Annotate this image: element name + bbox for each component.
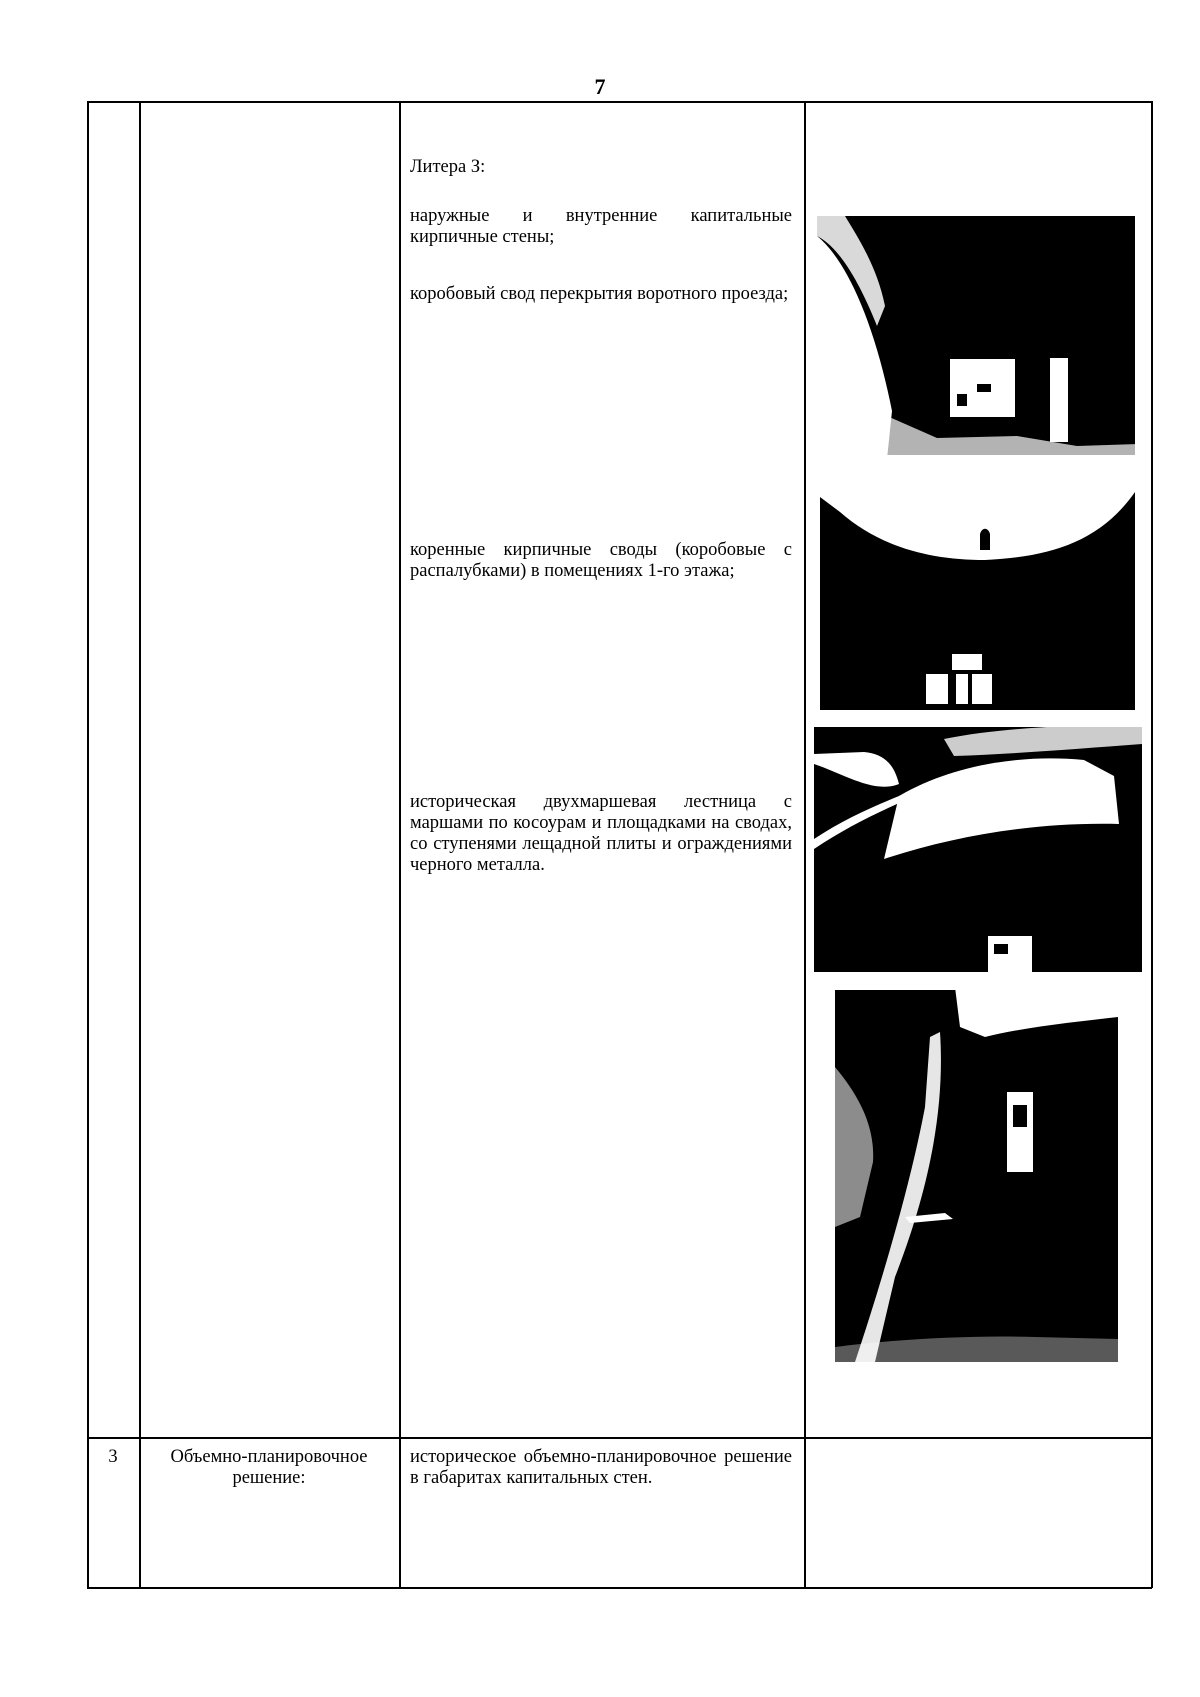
page-number: 7 xyxy=(594,74,606,99)
table-bottom-border xyxy=(87,1587,1152,1589)
row-2-title: Объемно-планировочное решение: xyxy=(170,1447,368,1488)
item-brick-vaults: коренные кирпичные своды (коробовые с распалубками) в помещениях 1-го этажа; xyxy=(410,540,792,581)
row-divider xyxy=(87,1437,1152,1439)
column-divider-2 xyxy=(399,101,401,1588)
table-right-border xyxy=(1151,101,1153,1588)
row-1-description xyxy=(410,157,792,178)
item-gate-vault: коробовый свод перекрытия воротного проезда; xyxy=(410,284,789,304)
litera-heading: Литера З: xyxy=(410,157,486,177)
photo-staircase-march xyxy=(814,724,1142,972)
protected-elements-table xyxy=(87,101,1152,1588)
row-2-number: 3 xyxy=(108,1447,118,1467)
column-divider-1 xyxy=(139,101,141,1588)
column-divider-3 xyxy=(804,101,806,1588)
row-2-description: историческое объемно-планировочное решение в габаритах капитальных стен. xyxy=(410,1447,792,1488)
table-top-border xyxy=(87,101,1152,103)
item-brick-walls: наружные и внутренние капитальные кирпичные стены; xyxy=(410,206,792,247)
item-historic-staircase: историческая двухмаршевая лестница с маршами по косоурам и площадками на сводах, со ступенями лещадной плиты и ограждениями черного металла. xyxy=(410,792,792,875)
photo-gate-vault xyxy=(817,216,1138,459)
table-left-border xyxy=(87,101,89,1588)
photo-staircase-landing xyxy=(835,987,1118,1362)
photo-brick-vault xyxy=(820,472,1135,710)
